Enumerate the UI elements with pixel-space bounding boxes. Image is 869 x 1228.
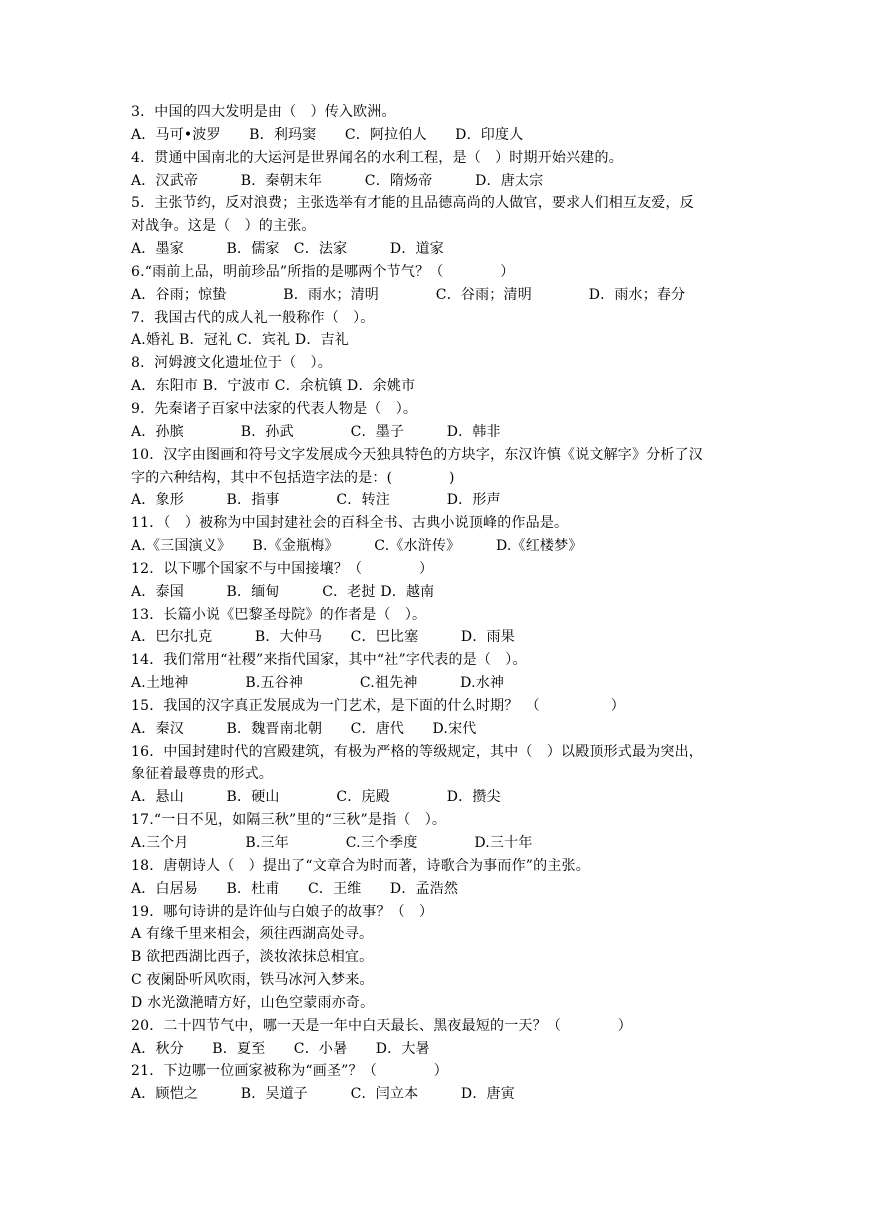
question-10: 10．汉字由图画和符号文字发展成今天独具特色的方块字，东汉许慎《说文解字》分析了汉	[131, 446, 704, 463]
question-14: 14．我们常用“社稷”来指代国家，其中“社”字代表的是（ ）。	[131, 652, 527, 669]
question-18-options: A．白居易 B．杜甫 C．王维 D．孟浩然	[131, 880, 459, 897]
question-3-options: A．马可•波罗 B．利玛窦 C．阿拉伯人 D．印度人	[131, 126, 524, 143]
question-19-option-c: C 夜阑卧听风吹雨，铁马冰河入梦来。	[131, 972, 374, 989]
question-21: 21．下边哪一位画家被称为“画圣”？（ ）	[131, 1063, 448, 1080]
question-8-options: A．东阳市 B．宁波市 C．余杭镇 D．余姚市	[131, 378, 416, 395]
question-19-option-d: D 水光潋滟晴方好，山色空蒙雨亦奇。	[131, 994, 375, 1011]
question-8: 8．河姆渡文化遗址位于（ ）。	[131, 355, 332, 372]
question-17-options: A.三个月 B.三年 C.三个季度 D.三十年	[131, 835, 533, 851]
question-12: 12．以下哪个国家不与中国接壤？（ ）	[131, 560, 434, 577]
question-11-options: A.《三国演义》 B.《金瓶梅》 C.《水浒传》 D.《红楼梦》	[131, 538, 583, 555]
question-12-options: A．泰国 B．缅甸 C．老挝 D．越南	[131, 583, 435, 600]
question-5-options: A．墨家 B．儒家 C．法家 D．道家	[131, 241, 444, 258]
question-9: 9．先秦诸子百家中法家的代表人物是（ ）。	[131, 400, 418, 417]
question-6: 6.“雨前上品，明前珍品”所指的是哪两个节气？（ ）	[131, 263, 515, 280]
question-15: 15．我国的汉字真正发展成为一门艺术，是下面的什么时期？ （ ）	[131, 697, 626, 714]
question-9-options: A．孙膑 B．孙武 C．墨子 D．韩非	[131, 423, 501, 440]
question-7: 7．我国古代的成人礼一般称作（ ）。	[131, 309, 375, 326]
question-13-options: A．巴尔扎克 B．大仲马 C．巴比塞 D．雨果	[131, 629, 515, 646]
question-17: 17.“一日不见，如隔三秋”里的“三秋”是指（ ）。	[131, 812, 447, 829]
question-15-options: A．秦汉 B．魏晋南北朝 C．唐代 D.宋代	[131, 720, 477, 737]
question-19-option-a: A 有缘千里来相会，须往西湖高处寻。	[131, 926, 374, 943]
question-20: 20．二十四节气中，哪一天是一年中白天最长、黑夜最短的一天？（ ）	[131, 1017, 633, 1034]
question-11: 11．（ ）被称为中国封建社会的百科全书、古典小说顶峰的作品是。	[131, 515, 569, 532]
question-16-options: A．悬山 B．硬山 C．庑殿 D．攒尖	[131, 789, 501, 806]
question-19: 19．哪句诗讲的是许仙与白娘子的故事？（ ）	[131, 903, 434, 920]
question-19-option-b: B 欲把西湖比西子，淡妆浓抹总相宜。	[131, 949, 374, 966]
question-20-options: A．秋分 B．夏至 C．小暑 D．大暑	[131, 1040, 430, 1057]
question-16-continued: 象征着最尊贵的形式。	[131, 766, 273, 783]
question-16: 16．中国封建时代的宫殿建筑，有极为严格的等级规定，其中（ ）以殿顶形式最为突出，	[131, 743, 704, 760]
question-10-options: A．象形 B．指事 C．转注 D．形声	[131, 492, 501, 509]
question-6-options: A．谷雨；惊蛰 B．雨水；清明 C．谷雨；清明 D．雨水；春分	[131, 286, 686, 303]
question-14-options: A.土地神 B.五谷神 C.祖先神 D.水神	[131, 675, 505, 692]
question-13: 13．长篇小说《巴黎圣母院》的作者是（ ）。	[131, 606, 427, 623]
question-10-continued: 字的六种结构，其中不包括造字法的是：( )	[131, 469, 455, 486]
question-5: 5．主张节约，反对浪费；主张选举有才能的且品德高尚的人做官，要求人们相互友爱，反	[131, 195, 694, 212]
question-4: 4．贯通中国南北的大运河是世界闻名的水利工程，是（ ）时期开始兴建的。	[131, 149, 623, 166]
exam-page	[131, 101, 741, 1106]
question-7-options: A.婚礼 B．冠礼 C．宾礼 D．吉礼	[131, 332, 349, 349]
question-4-options: A．汉武帝 B．秦朝末年 C．隋炀帝 D．唐太宗	[131, 172, 544, 189]
question-21-options: A．顾恺之 B．吴道子 C．闫立本 D．唐寅	[131, 1086, 515, 1103]
question-5-continued: 对战争。这是（ ）的主张。	[131, 218, 316, 235]
question-18: 18．唐朝诗人（ ）提出了“文章合为时而著，诗歌合为事而作”的主张。	[131, 857, 590, 874]
question-3: 3．中国的四大发明是由（ ）传入欧洲。	[131, 104, 396, 120]
